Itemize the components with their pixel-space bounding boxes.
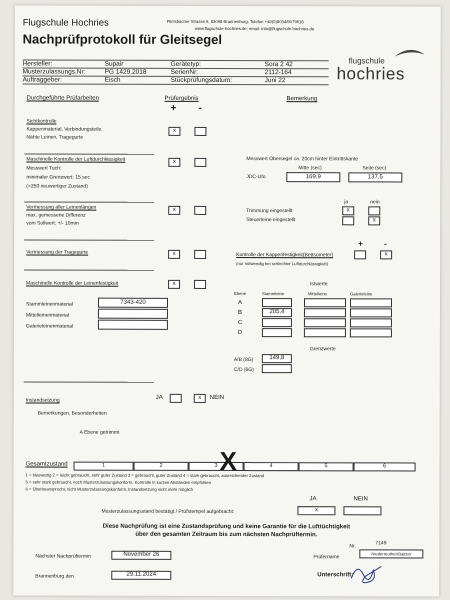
leine-title: Vermessung aller Leinenlängen <box>26 204 97 211</box>
seriennr-value: 2112-164 <box>264 69 292 77</box>
disclaimer-line1: Diese Nachprüfung ist eine Zustandsprüfung und keine Garantie für die Lufttüchtigkeit <box>102 523 351 531</box>
scale-6[interactable]: 6 <box>354 462 416 471</box>
trage-title: Vermessung der Tragegurte <box>26 249 89 256</box>
galerie-field[interactable] <box>98 320 168 330</box>
naechster-label: Nächster Nachprüftermin <box>35 553 91 560</box>
scale-3[interactable]: 3 <box>189 462 244 471</box>
muster-ja-field[interactable]: x <box>297 506 335 515</box>
ab-field[interactable]: 149,8 <box>262 354 292 363</box>
luft-messwert-label: Messwert Obersegel ca. 20cm hinter Eintrittskante <box>246 156 359 163</box>
protocol-sheet <box>13 5 441 596</box>
auftraggeber-value: Eisch <box>104 76 121 84</box>
hersteller-value: Supair <box>104 60 124 68</box>
instand-nein-label: NEIN <box>209 394 225 401</box>
legend-line2: 5 = sehr stark gebraucht, noch Musterzulassungskonform, Kontrolle in kurzen Abständen empfohlen <box>25 479 211 485</box>
datum-field[interactable]: 29.11.2024 <box>111 571 171 580</box>
scale-mark: X <box>219 445 237 477</box>
trage-minus-checkbox[interactable] <box>194 250 206 259</box>
steuer-ja-checkbox[interactable] <box>342 216 354 225</box>
mittelleine-header: Mittelleine <box>308 291 327 297</box>
muster-nein-field[interactable] <box>343 506 381 515</box>
sicht-line2: Nähte Leinen, Tragegurte <box>26 134 84 141</box>
pruefer-label: Prüfername <box>313 554 340 561</box>
luft-mitte-label: Mitte (sec) <box>298 165 322 172</box>
school-name: Flugschule Hochries <box>22 17 109 29</box>
signature-icon <box>347 560 387 586</box>
instand-title: Instandsetzung <box>25 397 60 404</box>
a-mittel-field[interactable] <box>304 298 346 307</box>
istwerte-label: Istwerte <box>310 281 328 288</box>
trim-nein-checkbox[interactable] <box>368 206 380 215</box>
logo-bottom-text: hochries <box>336 64 405 84</box>
d-stamm-field[interactable] <box>262 328 292 337</box>
scale-2[interactable]: 2 <box>134 462 189 471</box>
hersteller-label: Hersteller: <box>22 60 53 68</box>
stammleine-header: Stammleine <box>262 291 285 297</box>
kappe-minus-label: - <box>384 239 387 249</box>
leine-ja-label: ja <box>344 199 349 206</box>
row-d-label: D <box>237 330 243 337</box>
luft-minus-checkbox[interactable] <box>194 158 206 167</box>
mittel-field[interactable] <box>98 309 168 319</box>
mittel-label: Mittelleinenmaterial <box>25 312 70 319</box>
grenzwerte-label: Grenzwerte <box>309 346 336 353</box>
col-minus: - <box>198 102 202 114</box>
muster-ja-label: JA <box>309 496 317 503</box>
row-c-label: C <box>237 320 243 327</box>
cd-field[interactable] <box>262 364 292 373</box>
row-a-label: A <box>237 300 243 307</box>
stueckpruefung-value: Juni 22 <box>264 77 286 85</box>
nr-value: 7149 <box>375 540 387 547</box>
legend-line1: 1 = Neuwertig 2 = leicht gebraucht, sehr guter Zustand 3 = gebraucht, guter Zustand 4 = stark gebraucht, ausreichender Zustand <box>25 472 265 479</box>
naechster-field[interactable]: November 26 <box>111 551 171 560</box>
nr-label: Nr. <box>349 543 356 550</box>
luft-line1: Messwert Tuch: <box>26 165 62 172</box>
disclaimer-line2: über den gesamten Zeitraum bis zum nächsten Nachprüftermin. <box>135 531 318 539</box>
sicht-plus-checkbox[interactable]: x <box>168 127 180 136</box>
muster-label: Musterzulassungsstand bestätigt / Prüfstempel aufgebracht: <box>101 508 235 516</box>
a-stamm-field[interactable] <box>262 298 292 307</box>
scale-1[interactable]: 1 <box>74 462 134 471</box>
luft-line3: (>250 neuwertiger Zustand) <box>26 183 88 190</box>
col-plus: + <box>170 102 177 114</box>
scale-4[interactable]: 4 <box>244 462 299 471</box>
school-address: Flintsbacher Strasse 6, 83098 Brannenburg, Telefon +49(0)8034/6079618 <box>166 18 304 25</box>
sicht-title: Sichtkontrolle <box>26 118 57 125</box>
sicht-minus-checkbox[interactable] <box>194 127 206 136</box>
datum-label: Brannenburg den <box>35 573 74 580</box>
kappe-note: (nur notwendig bei schlechter Luftdurchlässigkeit) <box>236 261 329 267</box>
scale-5[interactable]: 5 <box>299 462 354 471</box>
galerie-label: Galerieleinenmaterial <box>25 323 74 330</box>
leinenfest-plus-checkbox[interactable]: x <box>168 280 180 289</box>
pruefer-field[interactable]: Niederreuther/Baitzer <box>359 549 423 558</box>
seriennr-label: SerienNr: <box>170 68 199 76</box>
page-title: Nachprüfprotokoll für Gleitsegel <box>22 31 223 47</box>
instand-nein-checkbox[interactable]: x <box>194 394 206 403</box>
auftraggeber-label: Auftraggeber: <box>22 76 62 84</box>
steuer-label: Steuerleine eingestellt <box>246 217 296 224</box>
col-arbeiten: Durchgeführte Prüfarbeiten <box>26 95 99 102</box>
musterzulassung-label: Musterzulassungs.Nr: <box>22 68 86 76</box>
trim-label: Trimmung eingestellt <box>246 208 293 215</box>
luft-line2: minimaler Grenzwert: 15 sec <box>26 174 90 181</box>
unterschrift-label: Unterschrift: <box>317 572 354 579</box>
bemerk-label: Bemerkungen, Besonderheiten <box>37 410 107 417</box>
cd-label: C/D (6G) <box>233 367 254 374</box>
musterzulassung-value: PG 1429.2018 <box>104 68 147 76</box>
c-galerie-field[interactable] <box>350 318 392 327</box>
luft-title: Maschinelle Kontrolle der Luftdurchlässigkeit <box>26 156 126 163</box>
leine-nein-label: nein <box>370 199 380 206</box>
d-mittel-field[interactable] <box>304 328 346 337</box>
kappe-plus-label: + <box>358 239 363 249</box>
luft-plus-checkbox[interactable]: x <box>168 158 180 167</box>
luft-seite-field[interactable]: 137,5 <box>348 172 402 182</box>
ebene-header: Ebene <box>234 291 247 297</box>
stamm-label: Stammleinenmaterial <box>25 301 73 308</box>
legend-line3: 6 = Überbeansprucht, nicht Musterzulassungskonform, Instandsetzung nicht mehr möglich <box>25 486 193 492</box>
logo-top-text: flugschule <box>348 56 385 66</box>
trim-ja-checkbox[interactable]: x <box>342 206 354 215</box>
c-stamm-field[interactable] <box>262 318 292 327</box>
muster-nein-label: NEIN <box>353 496 368 503</box>
b-mittel-field[interactable] <box>304 308 346 317</box>
school-web: www.flugschule-hochries.de; email: info@flugschule-hochries.de <box>194 25 315 32</box>
ab-label: A/B (8G) <box>233 357 254 364</box>
col-ergebnis: Prüfergebnis <box>164 95 199 102</box>
kappe-minus-checkbox[interactable]: x <box>380 250 392 259</box>
leine-line1: max. gemessene Differenz <box>26 212 86 219</box>
row-b-label: B <box>237 310 242 317</box>
trage-plus-checkbox[interactable]: x <box>168 250 180 259</box>
kappe-plus-checkbox[interactable] <box>354 250 366 259</box>
leine-line2: vom Sollwert: +/- 10mm <box>26 220 79 227</box>
leine-plus-checkbox[interactable]: x <box>168 206 180 215</box>
leinenfest-minus-checkbox[interactable] <box>194 280 206 289</box>
gesamt-title: Gesamtzustand <box>25 461 68 468</box>
sicht-line1: Kappenmaterial, Verbindungsteile, <box>26 126 103 133</box>
b-galerie-field[interactable] <box>350 308 392 317</box>
a-galerie-field[interactable] <box>350 298 392 307</box>
luft-mitte-field[interactable]: 169,9 <box>286 172 340 182</box>
leine-minus-checkbox[interactable] <box>194 206 206 215</box>
stueckpruefung-label: Stückprüfungsdatum: <box>170 76 233 85</box>
geraetetyp-label: Gerätetyp: <box>170 60 201 68</box>
galerieleine-header: Galerieleine <box>350 291 373 297</box>
stamm-field[interactable]: 7343-420 <box>98 298 168 308</box>
c-mittel-field[interactable] <box>304 318 346 327</box>
instand-ja-checkbox[interactable] <box>170 394 182 403</box>
steuer-nein-checkbox[interactable]: x <box>368 216 380 225</box>
leinenfest-title: Maschinelle Kontrolle der Leinenfestigkeit <box>26 280 119 287</box>
geraetetyp-value: Sora 2 42 <box>264 61 293 69</box>
instand-ja-label: JA <box>155 394 163 401</box>
kappe-title: Kontrolle der Kappenfestigkeit(Bettsometer) <box>236 252 334 259</box>
b-stamm-field[interactable]: 205,4 <box>262 308 292 317</box>
logo-wing-icon <box>393 46 427 60</box>
bemerk-text: A Ebene getrimmt <box>79 429 120 436</box>
d-galerie-field[interactable] <box>350 328 392 337</box>
luft-seite-label: Seite (sec) <box>362 165 387 172</box>
col-bemerkung: Bemerkung <box>286 96 318 103</box>
luft-geraet: JDC-Ufo <box>246 174 266 181</box>
